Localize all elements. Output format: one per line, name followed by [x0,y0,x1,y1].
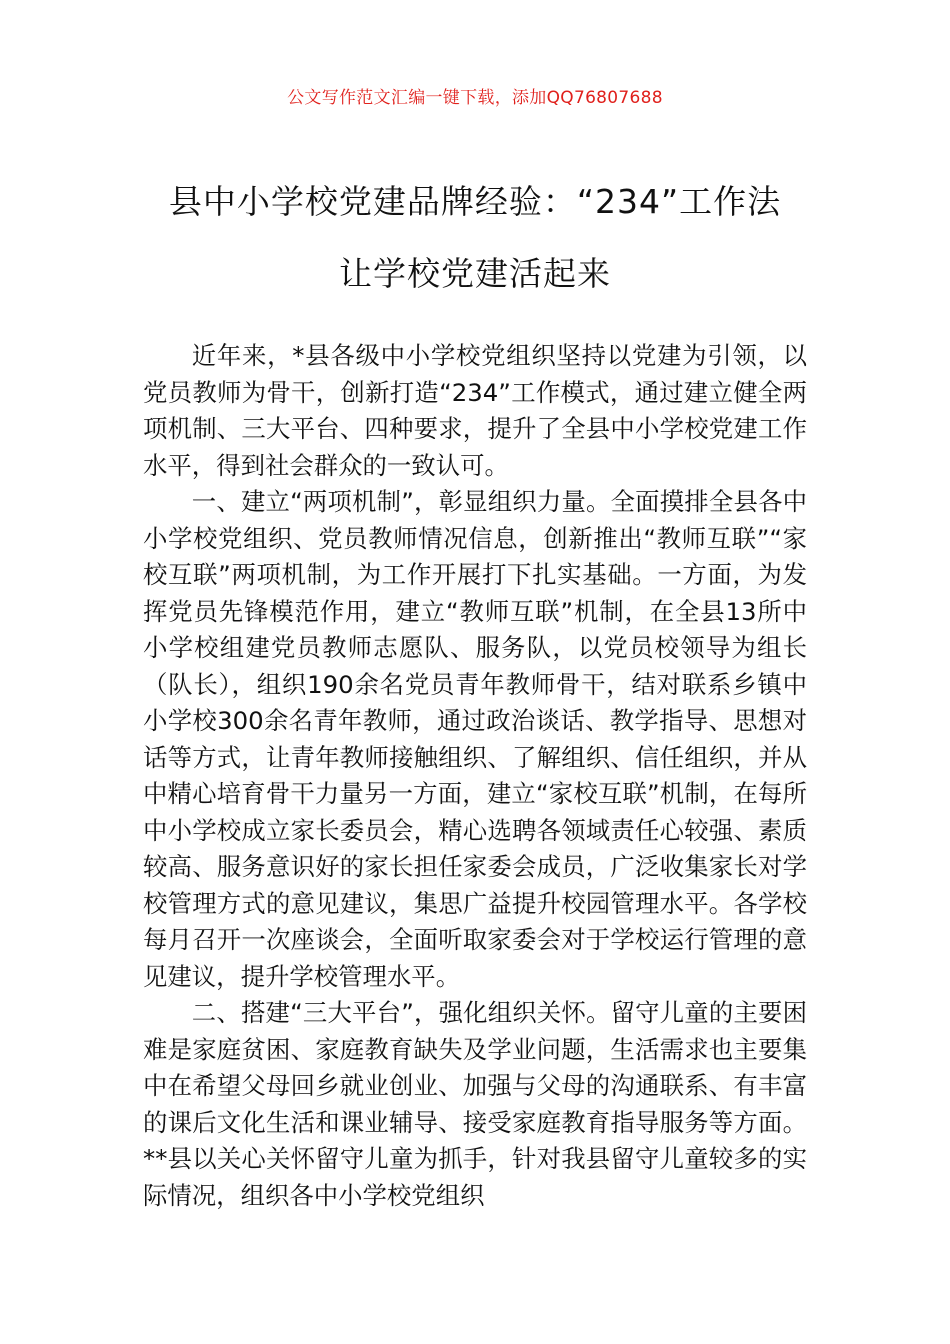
document-title-line-2: 让学校党建活起来 [339,254,611,293]
document-title-line-1: 县中小学校党建品牌经验：“234”工作法 [168,182,782,221]
document-body [143,338,807,1214]
header-note: 公文写作范文汇编一键下载，添加QQ76807688 [287,88,663,108]
paragraph-intro: 近年来，*县各级中小学校党组织坚持以党建为引领，以党员教师为骨干，创新打造“234”工作模式，通过建立健全两项机制、三大平台、四种要求，提升了全县中小学校党建工作水平，得到社会群众的一致认可。 [143,341,807,480]
paragraph-section-2: 二、搭建“三大平台”，强化组织关怀。留守儿童的主要困难是家庭贫困、家庭教育缺失及学业问题，生活需求也主要集中在希望父母回乡就业创业、加强与父母的沟通联系、有丰富的课后文化生活和课业辅导、接受家庭教育指导服务等方面。**县以关心关怀留守儿童为抓手，针对我县留守儿童较多的实际情况，组织各中小学校党组织 [143,998,807,1210]
paragraph-section-1: 一、建立“两项机制”，彰显组织力量。全面摸排全县各中小学校党组织、党员教师情况信息，创新推出“教师互联”“家校互联”两项机制，为工作开展打下扎实基础。一方面，为发挥党员先锋模范作用，建立“教师互联”机制，在全县13所中小学校组建党员教师志愿队、服务队，以党员校领导为组长（队长），组织190余名党员青年教师骨干，结对联系乡镇中小学校300余名青年教师，通过政治谈话、教学指导、思想对话等方式，让青年教师接触组织、了解组织、信任组织，并从中精心培育骨干力量另一方面，建立“家校互联”机制，在每所中小学校成立家长委员会，精心选聘各领域责任心较强、素质较高、服务意识好的家长担任家委会成员，广泛收集家长对学校管理方式的意见建议，集思广益提升校园管理水平。各学校每月召开一次座谈会，全面听取家委会对于学校运行管理的意见建议，提升学校管理水平。 [143,487,807,991]
